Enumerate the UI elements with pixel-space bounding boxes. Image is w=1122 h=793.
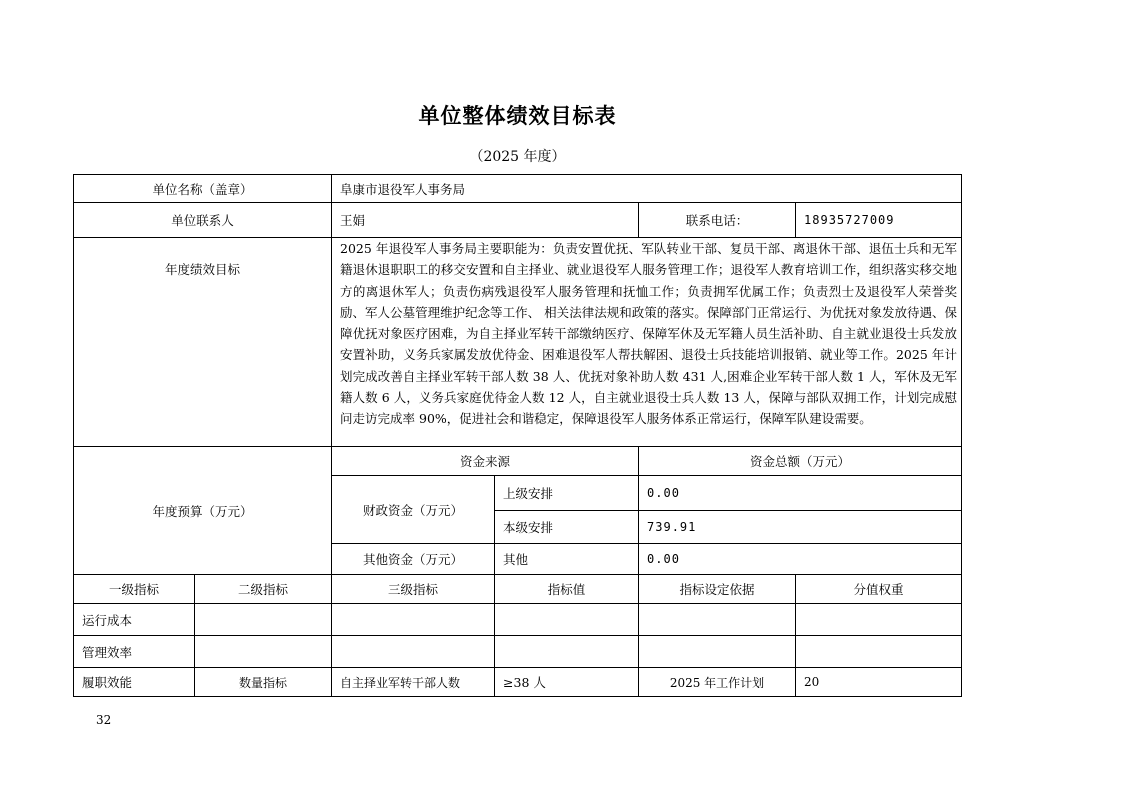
other-fund-value: 0.00 (639, 544, 962, 575)
other-fund-label: 其他资金（万元） (332, 544, 495, 575)
unit-name-label: 单位名称（盖章） (74, 175, 332, 203)
fund-total-header: 资金总额（万元） (639, 447, 962, 476)
row-value (495, 604, 639, 636)
header-value: 指标值 (495, 575, 639, 604)
row-value: ≥38 人 (495, 668, 639, 697)
row-level1: 运行成本 (74, 604, 195, 636)
local-value: 739.91 (639, 511, 962, 544)
goal-text: 2025 年退役军人事务局主要职能为：负责安置优抚、军队转业干部、复员干部、离退休干部、退伍士兵和无军籍退休退职职工的移交安置和自主择业、就业退役军人服务管理工作；退役军人教育培训工作，组织落实移交地方的离退休军人；负责伤病残退役军人服务管理和抚恤工作；负责拥军优属工作；负责烈士及退役军人荣誉奖励、军人公墓管理维护纪念等工作、 相关法律法规和政策的落实。保障部门正常运行、为优抚对象发放待遇、保障优抚对象医疗困难，为自主择业军转干部缴纳医疗、保障军休及无军籍人员生活补助、自主就业退役士兵发放安置补助，义务兵家属发放优待金、困难退役军人帮扶解困、退役士兵技能培训报销、就业等工作。2025 年计划完成改善自主择业军转干部人数 38 人、优抚对象补助人数 431 人,困难企业军转干部人数 1 人，军休及无军籍人数 6 人，义务兵家庭优待金人数 12 人，自主就业退役士兵人数 13 人，保障与部队双拥工作，计划完成慰问走访完成率 90%，促进社会和谐稳定，保障退役军人服务体系正常运行，保障军队建设需要。 (332, 238, 962, 447)
superior-label: 上级安排 (495, 476, 639, 511)
unit-row (74, 175, 962, 203)
contact-row (74, 203, 962, 238)
unit-name-value: 阜康市退役军人事务局 (332, 175, 962, 203)
row-weight (796, 604, 962, 636)
goal-row (74, 238, 962, 447)
row-basis: 2025 年工作计划 (639, 668, 796, 697)
row-level3 (332, 604, 495, 636)
phone-label: 联系电话： (639, 203, 796, 238)
goal-label: 年度绩效目标 (74, 238, 332, 447)
row-level2: 数量指标 (195, 668, 332, 697)
fund-source-header: 资金来源 (332, 447, 639, 476)
row-weight: 20 (796, 668, 962, 697)
page-title: 单位整体绩效目标表 (418, 103, 617, 128)
indicator-header-row (74, 575, 962, 604)
contact-label: 单位联系人 (74, 203, 332, 238)
year-label: （2025 年度） (469, 149, 566, 165)
budget-label: 年度预算（万元） (74, 447, 332, 575)
phone-value: 18935727009 (796, 203, 962, 238)
budget-header-row (74, 447, 962, 476)
fiscal-fund-label: 财政资金（万元） (332, 476, 495, 544)
superior-value: 0.00 (639, 476, 962, 511)
header-level3: 三级指标 (332, 575, 495, 604)
row-level3: 自主择业军转干部人数 (332, 668, 495, 697)
row-basis (639, 604, 796, 636)
row-value (495, 636, 639, 668)
header-level2: 二级指标 (195, 575, 332, 604)
row-weight (796, 636, 962, 668)
table-row (74, 668, 962, 697)
other-sub-label: 其他 (495, 544, 639, 575)
row-basis (639, 636, 796, 668)
table-row (74, 636, 962, 668)
table-row (74, 604, 962, 636)
contact-value: 王娟 (332, 203, 639, 238)
page-number: 32 (96, 713, 112, 727)
row-level3 (332, 636, 495, 668)
row-level1: 管理效率 (74, 636, 195, 668)
header-weight: 分值权重 (796, 575, 962, 604)
header-level1: 一级指标 (74, 575, 195, 604)
local-label: 本级安排 (495, 511, 639, 544)
row-level1: 履职效能 (74, 668, 195, 697)
performance-table (73, 174, 962, 697)
row-level2 (195, 636, 332, 668)
header-basis: 指标设定依据 (639, 575, 796, 604)
row-level2 (195, 604, 332, 636)
